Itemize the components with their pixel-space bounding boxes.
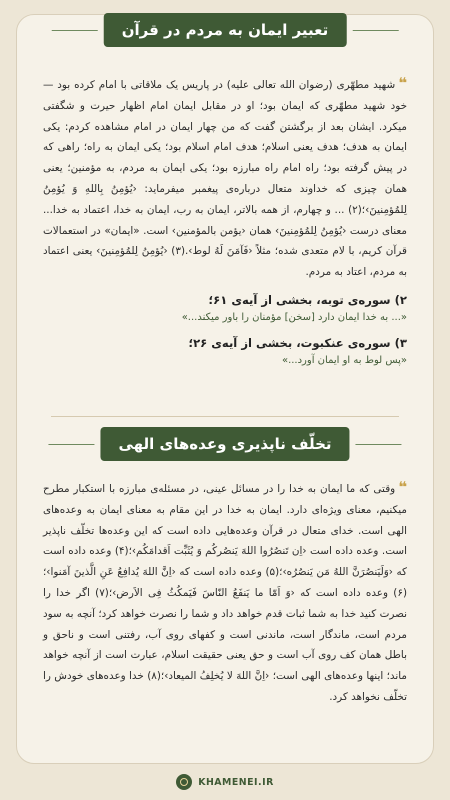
footnote-3-quote: «پس لوط به او ایمان آورد...»: [281, 354, 407, 366]
site-name[interactable]: KHAMENEI.IR: [198, 776, 274, 788]
section-1-text: شهید مطهّری (رضوان الله تعالی علیه) در پاریس یک ملاقاتی با امام کرده بود — خود شهید مطهّری که ایمان بود؛ او در مقابل ایمان امام اظهار حیرت و شگفتی میکرد. ایشان بعد از برگشتن گفت که من چهار ایمان در امام مشاهده کردم: یکی ایمان به هدف؛ هدف یعنی اسلام؛ هدف امام اسلام بود؛ یکی ایمان به راه؛ راهی که در پیش گرفته بود؛ راه امام راه مبارزه بود؛ یکی ایمان به مردم، به مؤمنین؛ یعنی همان چیزی که خداوند متعال درباره‌ی پیغمبر میفرماید: ‹یُؤمِنُ بِاللهِ وَ یُؤمِنُ لِلمُؤمِنینَ›؛(۲) ... و چهارم، از همه بالاتر، ایمان به رب، ایمان به خدا، اعتماد به خدا... معنای درست ‹یُؤمِنُ لِلمُؤمِنینَ› همان ‹یؤمن بالمؤمنین› است. «ایمان» در استعمالات قرآن کریم، با لام متعدی شده؛ مثلاً ‹فَآمَنَ لَهُ لوط›.(۳) ‹یُؤمِنُ لِلمُؤمِنینَ› یعنی اعتماد به مردم، اعتاد به مردم.: [43, 79, 407, 279]
section-1-paragraph: [43, 73, 407, 283]
khamenei-logo-icon: [176, 774, 192, 790]
section-2-body: [43, 477, 407, 708]
footnote-2-title: ۲) سوره‌ی توبه، بخشی از آیه‌ی ۶۱؛: [208, 292, 407, 307]
section-1-body: [43, 73, 407, 369]
section-2-paragraph: [43, 477, 407, 708]
footnote-3-title: ۳) سوره‌ی عنکبوت، بخشی از آیه‌ی ۲۶؛: [188, 335, 407, 350]
footnote-2: [43, 291, 407, 326]
quote-mark-icon: ❝: [398, 74, 407, 92]
content-card: [16, 14, 434, 764]
footnote-3: [43, 334, 407, 369]
section-2-text: وقتی که ما ایمان به خدا را در مسائل عینی، در مسئله‌ی مبارزه با استکبار مطرح میکنیم، معنای ویژه‌ای دارد. ایمان به خدا در این مقام به معنای ایمان به وعده‌های الهی است. خدای متعال در قرآن وعده‌هایی داده است که این وعده‌ها تخلّف ناپذیر است. وعده داده است ‹اِن تَنصُرُوا اللهَ یَنصُرکُم وَ یُثَبِّت اَقدامَکُم›؛(۴) وعده داده است که ‹وَلَیَنصُرَنَّ اللهُ مَن یَنصُرُه›؛(۵) وعده داده است که ‹اِنَّ اللهَ یُدافِعُ عَنِ الَّذینَ آمَنوا›؛(۶) وعده داده است که ‹وَ اَمّا ما یَنفَعُ النّاسَ فَیَمکُثُ فِی الاَرض›؛(۷) اگر خدا را نصرت کنید خدا به شما ثبات قدم خواهد داد و شما را نصرت خواهد کرد؛ آنچه به سود مردم است، ماندگار است، ماندنی است و کفهای روی آب، رفتنی است و ناحق و باطل همان کف روی آب است و حق یعنی حقیقت اسلام، عبارت است از آنچه خواهد ماند؛ اینها وعده‌های الهی است؛ ‹اِنَّ اللهَ لا یُخلِفُ المیعاد›؛(۸) خدا وعده‌های خودش را تخلّف نخواهد کرد.: [43, 483, 407, 703]
section-divider: [51, 416, 399, 417]
section-title-2: تخلّف ناپذیری وعده‌های الهی: [100, 427, 349, 461]
section-title-1: تعبیر ایمان به مردم در قرآن: [104, 13, 347, 47]
quote-mark-icon: ❝: [398, 478, 407, 496]
footnote-2-quote: «... به خدا ایمان دارد [سخن] مؤمنان را باور میکند...»: [181, 311, 407, 323]
footer: [0, 770, 450, 794]
